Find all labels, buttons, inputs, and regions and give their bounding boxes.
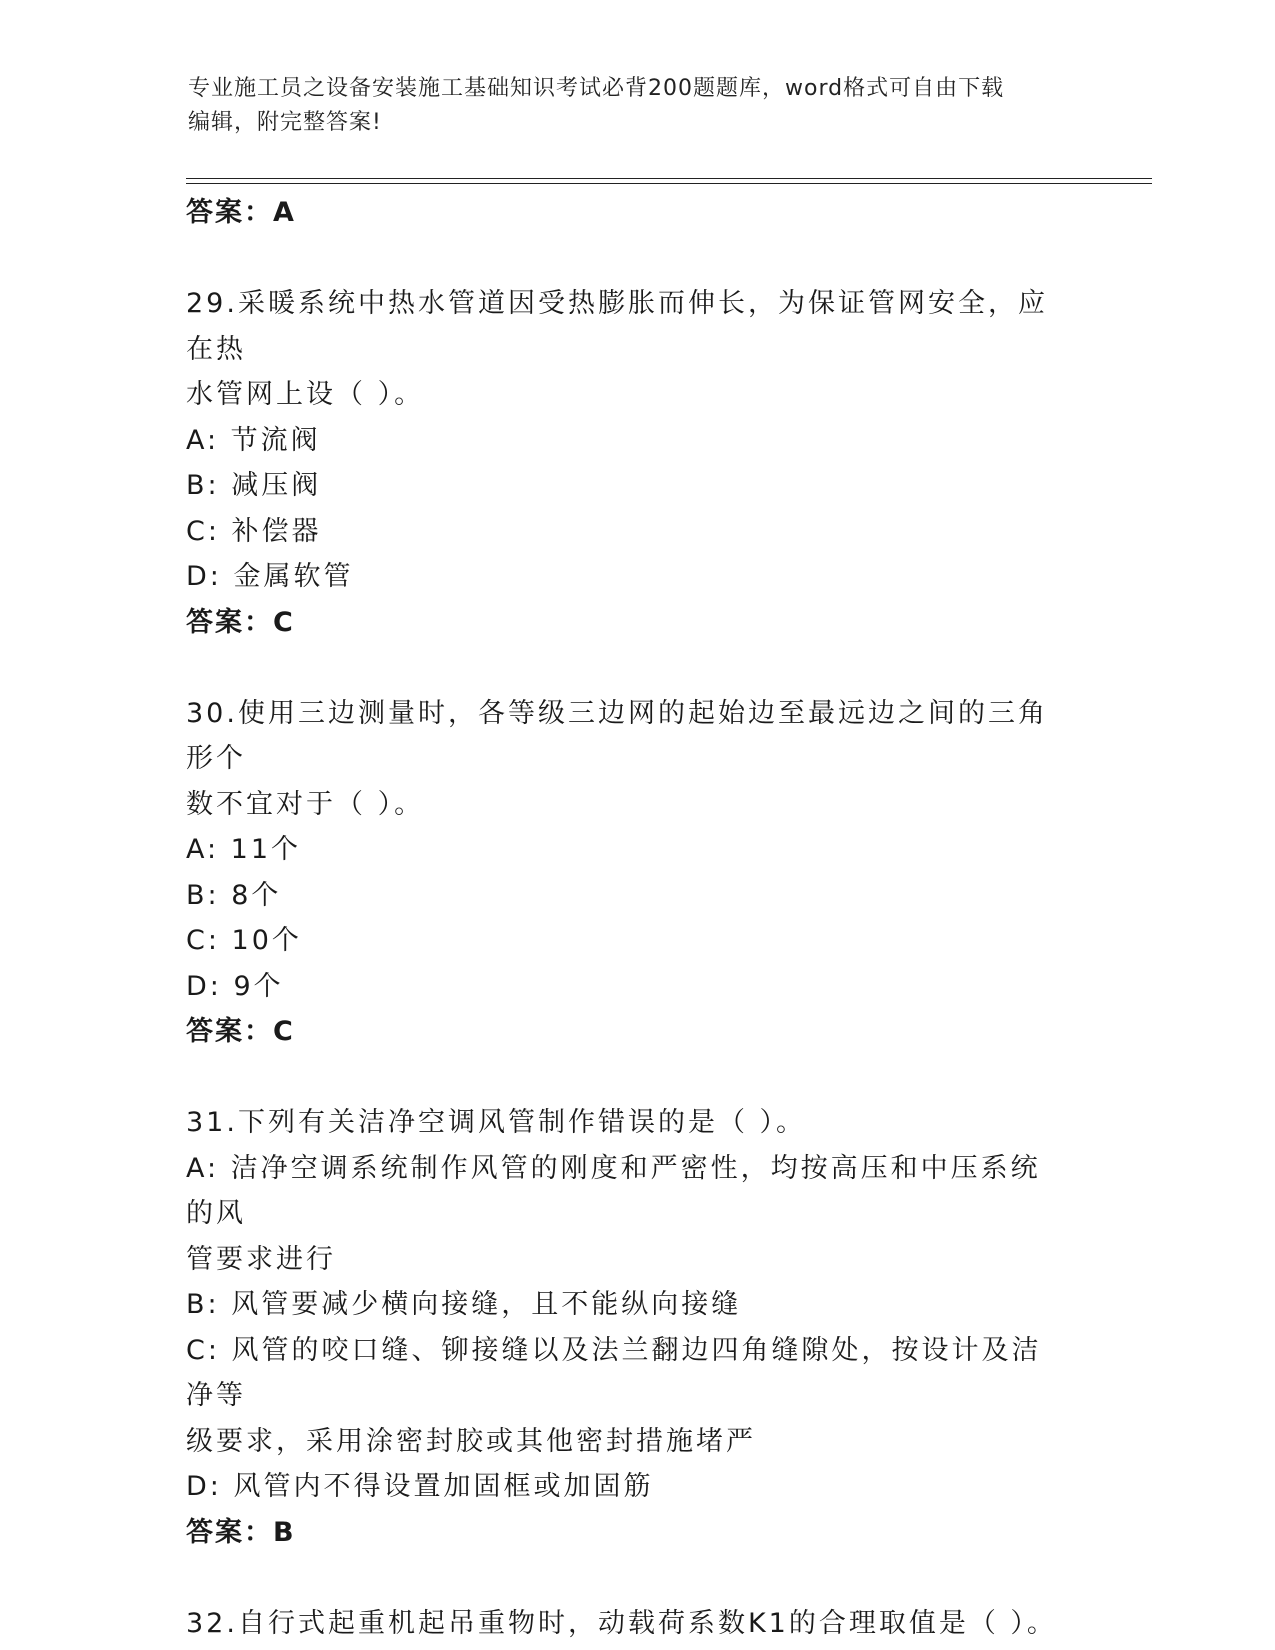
option-a: A: 洁净空调系统制作风管的刚度和严密性，均按高压和中压系统的风: [186, 1152, 1041, 1229]
question-stem: 31.下列有关洁净空调风管制作错误的是（ ）。: [186, 1107, 807, 1138]
option-a: A: 11个: [186, 834, 302, 865]
header-divider: [186, 178, 1152, 179]
question-stem: 29.采暖系统中热水管道因受热膨胀而伸长，为保证管网安全，应在热: [186, 288, 1048, 365]
page-header: [188, 72, 1088, 140]
option-d: D: 金属软管: [186, 561, 354, 592]
answer: 答案：C: [186, 606, 295, 638]
option-b: B: 风管要减少横向接缝，且不能纵向接缝: [186, 1289, 742, 1320]
answer: 答案：C: [186, 1016, 295, 1047]
option-d: D: 风管内不得设置加固框或加固筋: [186, 1471, 654, 1502]
question-32: [186, 1601, 1066, 1647]
option-a-continued: 管要求进行: [186, 1243, 336, 1275]
option-a: A: 节流阀: [186, 424, 321, 456]
previous-answer: 答案：A: [186, 197, 296, 228]
question-stem: 32.自行式起重机起吊重物时，动载荷系数K1的合理取值是（ ）。: [186, 1607, 1057, 1639]
header-divider-second: [186, 183, 1152, 184]
option-c: C: 10个: [186, 925, 302, 956]
option-c: C: 风管的咬口缝、铆接缝以及法兰翻边四角缝隙处，按设计及洁净等: [186, 1334, 1042, 1411]
option-c-continued: 级要求，采用涂密封胶或其他密封措施堵严: [186, 1425, 756, 1457]
option-b: B: 减压阀: [186, 470, 322, 501]
question-stem: 30.使用三边测量时，各等级三边网的起始边至最远边之间的三角形个: [186, 697, 1048, 774]
answer: 答案：B: [186, 1516, 296, 1548]
question-29: [186, 281, 1066, 645]
question-30: [186, 691, 1066, 1055]
option-b: B: 8个: [186, 879, 282, 911]
question-31: [186, 1100, 1066, 1555]
header-line-2: 编辑，附完整答案!: [188, 110, 382, 135]
header-line-1: 专业施工员之设备安装施工基础知识考试必背200题题库，word格式可自由下载: [188, 76, 1005, 101]
question-stem: 数不宜对于（ ）。: [186, 788, 425, 820]
option-d: D: 9个: [186, 970, 284, 1002]
question-stem: 水管网上设（ ）。: [186, 379, 425, 410]
questions-content: [186, 190, 1086, 1646]
option-c: C: 补偿器: [186, 515, 322, 547]
